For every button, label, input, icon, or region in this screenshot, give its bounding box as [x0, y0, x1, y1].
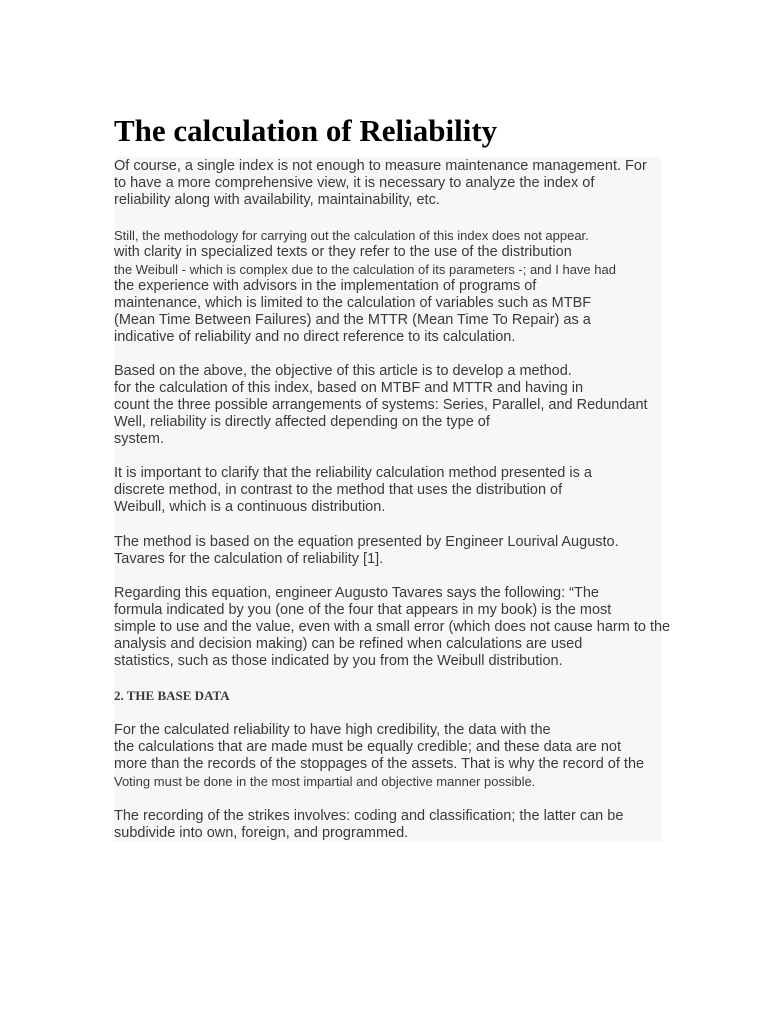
paragraph-line: Tavares for the calculation of reliability [1].: [114, 551, 384, 567]
section-heading: 2. THE BASE DATA: [114, 688, 230, 703]
paragraph-line: for the calculation of this index, based on MTBF and MTTR and having in: [114, 380, 584, 396]
paragraph-line: to have a more comprehensive view, it is necessary to analyze the index of: [114, 175, 595, 191]
paragraph-line: more than the records of the stoppages of the assets. That is why the record of the: [114, 756, 645, 772]
paragraph-line: Voting must be done in the most impartial and objective manner possible.: [114, 774, 536, 789]
paragraph-line: the experience with advisors in the implementation of programs of: [114, 278, 537, 294]
paragraph-line: Of course, a single index is not enough to measure maintenance management. For: [114, 158, 647, 174]
paragraph-line: Still, the methodology for carrying out the calculation of this index does not appear.: [114, 228, 589, 243]
paragraph-line: discrete method, in contrast to the method that uses the distribution of: [114, 482, 563, 498]
paragraph-line: system.: [114, 431, 164, 447]
paragraph-line: indicative of reliability and no direct reference to its calculation.: [114, 329, 516, 345]
paragraph-line: subdivide into own, foreign, and programmed.: [114, 825, 409, 841]
page-title: The calculation of Reliability: [114, 113, 498, 148]
paragraph-line: analysis and decision making) can be refined when calculations are used: [114, 636, 583, 652]
paragraph-line: the Weibull - which is complex due to the calculation of its parameters -; and I have had: [114, 262, 616, 277]
article-body: [114, 157, 671, 842]
paragraph-line: Based on the above, the objective of this article is to develop a method.: [114, 363, 572, 379]
paragraph-line: It is important to clarify that the reliability calculation method presented is a: [114, 465, 592, 481]
paragraph-line: with clarity in specialized texts or they refer to the use of the distribution: [114, 244, 572, 260]
paragraph-line: statistics, such as those indicated by you from the Weibull distribution.: [114, 653, 563, 669]
paragraph-line: count the three possible arrangements of systems: Series, Parallel, and Redundant: [114, 397, 648, 413]
paragraph-line: (Mean Time Between Failures) and the MTTR (Mean Time To Repair) as a: [114, 312, 591, 328]
paragraph-line: Well, reliability is directly affected depending on the type of: [114, 414, 490, 430]
paragraph-line: For the calculated reliability to have high credibility, the data with the: [114, 722, 551, 738]
paragraph-line: formula indicated by you (one of the four that appears in my book) is the most: [114, 602, 612, 618]
paragraph-line: Weibull, which is a continuous distribution.: [114, 499, 386, 515]
paragraph-line: Regarding this equation, engineer Augusto Tavares says the following: “The: [114, 585, 599, 601]
paragraph-line: the calculations that are made must be equally credible; and these data are not: [114, 739, 622, 755]
paragraph-line: maintenance, which is limited to the calculation of variables such as MTBF: [114, 295, 592, 311]
paragraph-line: The recording of the strikes involves: coding and classification; the latter can be: [114, 808, 624, 824]
paragraph-line: reliability along with availability, maintainability, etc.: [114, 192, 440, 208]
paragraph-line: simple to use and the value, even with a small error (which does not cause harm to the: [114, 619, 671, 635]
paragraph-line: The method is based on the equation presented by Engineer Lourival Augusto.: [114, 534, 619, 550]
